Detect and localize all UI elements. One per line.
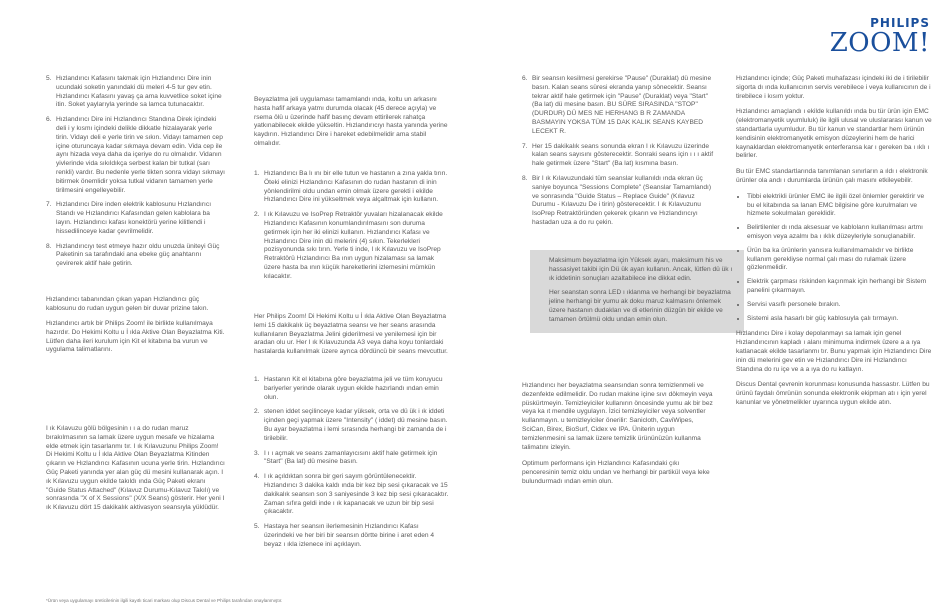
list-item: 3. I ı ı açmak ve seans zamanlayıcısını aktif hale getirmek için "Start" (Ba lat) dü mesine basın. bbox=[254, 449, 438, 466]
list-item: • Ürün ba ka ürünlerin yanısıra kullanılmamalıdır ve birlikte kullanım gerekliyse normal çalı ması do rulamak üzere gözlenmelidir. bbox=[747, 247, 932, 273]
column-4 bbox=[736, 75, 932, 415]
session-steps bbox=[254, 376, 450, 556]
paragraph: Hızlandırıcı amaçlandı ı ekilde kullanıldı ında bu tür ürün için EMC (elektromanyetik uyumluluk) ile ilgili ulusal ve uluslararası kanun ve standartlarla uyumludur. Bu tür kanun ve standartlar hem ürünün kendisinin elektromanyetik emisyon düzeylerini hem de harici kaynaklardan elektromanyetik enterferansa kar ı gereken ba ı ıklı ı belirler. bbox=[736, 108, 932, 160]
list-item: • Sistemi asla hasarlı bir güç kablosuyla çalı tırmayın. bbox=[747, 315, 932, 324]
column-1 bbox=[46, 75, 226, 275]
list-item: 6. Hızlandırıcı Dire ini Hızlandırıcı Standına Direk içindeki deli i y kısmı içindeki delikle dikkatle hizalayarak yerle tirin. Vidayı deli e yerle tirin ve sıkın. Vidayı tamamen cep içine oturuncaya kadar sıkmaya devam edin. Vida cep ile aynı hizada veya daha da içeriye do ru olmalıdır. Vidanın yivlerinde vida sıkıldıkça serbest kalan bir tutkal (sarı renkli) vardır. Bu nedenle yerle tikten sonra vidayı sıkmayı bitirmek önemlidir yoksa tutkal vidanın tamamen yerle tirilmesini engelleyebilir. bbox=[46, 116, 225, 194]
list-item: • Tibbi elektrikli ürünler EMC ile ilgili özel önlemler gerektirir ve bu el kitabında sa lanan EMC bilgisine göre kurulmaları ve hizmete sokulmaları gereklidir. bbox=[747, 193, 932, 219]
footnote: *Ürün veya uygulamayı üreticilerinin ilgili kayıtlı ticari markası olup Discus Dental ve Philips tarafından onaylanmıştır. bbox=[46, 598, 283, 603]
brand-name: PHILIPS bbox=[870, 16, 930, 30]
paragraph: Hızlandırıcı Dire i kolay depolanmayı sa lamak için genel Hızlandırıcının kapladı ı alanı minimuma indirmek üzere a a ıya katlanacak ekilde tasarlanmı tır. Bunu yapmak için Hızlandırıcı Dire inin dü melerini gev etin ve Hızlandırıcı Dire ini Hızlandırıcı Standına do ru içe ve a a ıya do ru katlayın. bbox=[736, 330, 932, 373]
paragraph: Hızlandırıcı tabanından çıkan yapan Hızlandırıcı güç kablosunu do rudan uygun gelen bir duvar prizine takın. bbox=[46, 296, 209, 312]
product-name: ZOOM! bbox=[829, 28, 930, 58]
list-item: 2. stenen iddet seçilinceye kadar yüksek, orta ve dü ük i ık iddeti içinden geçi yapmak üzere "Intensity" ( iddet) dü mesine basın. Bu ayar beyazlatma i lemi sırasında herhangi bir zamanda de i tirilebilir. bbox=[254, 408, 448, 442]
note-text: Her seanstan sonra LED ı ıklanma ve herhangi bir beyazlatma jeline herhangi bir yumu ak doku maruz kalmasını önlemek üzere hastanın dudakları ve di etlerinin düzgün bir ekilde ve tamamen örtülmü oldu undan emin olun. bbox=[549, 289, 731, 323]
setup-steps bbox=[46, 75, 226, 269]
list-item: 1. Hastanın Kit el kitabına göre beyazlatma jeli ve tüm koruyucu bariyerler yerinde olarak uygun ekilde hazırlandı ından emin olun. bbox=[254, 376, 443, 401]
list-item: 7. Her 15 dakikalık seans sonunda ekran I ık Kılavuzu üzerinde kalan seans sayısını gösterecektir. Sonraki seans için ı ı ı aktif hale getirmek üzere "Start" (Ba lat) kısmına basın. bbox=[522, 142, 714, 168]
paragraph: Bu tür EMC standartlarında tanımlanan sınırların a ıldı ı elektronik ürünler ola andı ı durumlarda ürünün çalı masını etkileyebilir. bbox=[736, 168, 928, 184]
list-item: • Belirtilenler dı ında aksesuar ve kabloların kullanılması artmı emisyon veya azalmı ba ı ıklık düzeyleriyle sonuçlanabilir. bbox=[747, 224, 932, 242]
list-item: 1. Hızlandırıcı Ba lı ını bir elle tutun ve hastanın a zına yakla tırın. Öteki elinizi Hızlandırıcı Kafasının do rudan hastanın di inin yönlendirilmi oldu undan emin olmak üzere gerekti i ekilde Hızlandırıcı Dire ini yükseltmek veya alçaltmak için kullanın. bbox=[254, 170, 448, 204]
note-text: Maksimum beyazlatma için Yüksek ayarı, maksimum his ve hassasiyet takibi için Dü ük ayarı kullanın. Ancak, lütfen dü ük ı ık iddetinin sonuçları azaltabilece ine dikkat edin. bbox=[549, 257, 733, 282]
paragraph: I ık Kılavuzu gölü bölgesinin ı ı a do rudan maruz bırakılmasının sa lamak üzere uygun mesafe ve hizalama elde etmek için tasarlanmı tır. I ık Kılavuzunu Philips Zoom! Di Hekimi Koltu u İ ıkla Aktive Olan Beyazlatma Kitinden çıkarın ve Hızlandırıcı Kafasının ucuna yerle tirin. Hızlandırıcı Güç Paketi yanında yer alan güç dü mesini kullanarak açın. I ık Kılavuzu uygun ekilde takıldı ında Güç Paketi ekranı "Guide Status Attached" (Kılavuz Durumu-Kılavuz Takılı) ve sonrasında "X of X Sessions" (X/X Seans) gösterir. Her yeni I ık Kılavuzu dört 15 dakikalık aktivasyon seansıyla yüklüdür. bbox=[46, 425, 225, 512]
list-item: • Elektrik çarpması riskinden kaçınmak için herhangi bir Sistem panelini çıkarmayın. bbox=[747, 278, 932, 296]
list-item: 2. I ık Kılavuzu ve IsoPrep Retraktör yuvaları hizalanacak ekilde Hızlandırıcı Kafasının konumlandırılmasını son duruma getirmek için her iki elinizi kullanın. Hızlandırıcı Kafası ve Hızlandırıcı Dire inin dü melerini (4) sıkın. Tekerlekleri pozisyonunda sıkı tırın. Yerle ti inde, I ık Kılavuzu ve IsoPrep Retraktörü Hızlandırıcı Ba ının uygun hizalaması sa lamak üzere hasta ba ının küçük hareketlerini izlemesini mümkün kılacaktır. bbox=[254, 211, 443, 280]
paragraph: Discus Dental çevrenin korunması konusunda hassastır. Lütfen bu ürünü faydalı ömrünün sonunda elektronik ekipman atı ı için yerel kanunlar ve yönetmelikler uyarınca uygun ekilde atın. bbox=[736, 381, 930, 406]
list-item: 8. Bir I ık Kılavuzundaki tüm seanslar kullanıldı ında ekran üç saniye boyunca "Sessions Complete" (Seanslar Tamamlandı) ve sonrasında "Guide Status – Replace Guide" (Kılavuz Durumu - Kılavuzu De i tirin) gösterecektir. I ık Kılavuzunu IsoPrep Retraktöründen çekerek çıkarın ve Hızlandırıcıyı hastadan uza a do ru çekin. bbox=[522, 174, 712, 226]
list-item: 5. Hastaya her seansın ilerlemesinin Hızlandırıcı Kafası üzerindeki ve her biri bir seansın dörtte birine i aret eden 4 beyaz ı ıkla izlenece ini açıklayın. bbox=[254, 523, 435, 548]
list-item: 5. Hızlandırıcı Kafasını takmak için Hızlandırıcı Dire inin ucundaki soketin yanındaki dü meleri 4-5 tur gev etin. Hızlandırıcı Kafasını yavaş ça ama kuvvetlice soket içine itin. Soket yaylarıyla yerinde sa lamca tutunacaktır. bbox=[46, 75, 222, 109]
list-item: 4. I ık açıldıktan sonra bir geri sayım görüntülenecektir. Hızlandırıcı 3 dakika kaldı ında bir kez bip sesi çıkaracak ve 15 dakikalık seansın son 3 saniyesinde 3 kez bip sesi çıkaracaktır. Zaman sıfıra geldi inde ı ık kapanacak ve uzun bir bip sesi çıkacaktır. bbox=[254, 473, 449, 516]
paragraph: Optimum performans için Hızlandırıcı Kafasındaki çıkı penceresinin temiz oldu undan ve herhangi bir partikül veya leke bulundurmadı ından emin olun. bbox=[522, 460, 710, 485]
paragraph: Her Philips Zoom! Di Hekimi Koltu u İ ıkla Aktive Olan Beyazlatma lemi 15 dakikalık üç beyazlatma seansı ve her seans arasında kullanılanın Beyazlatma Jelini giderilmesi ve yenilemesi için bir aradan olu ur. Her I ık Kılavuzunda A3 veya daha koyu tonlardaki hastalarda kullanılmak üzere ayrıca dördüncü bir seans mevcuttur. bbox=[254, 313, 448, 356]
warning-list bbox=[736, 193, 932, 324]
list-item: 7. Hızlandırıcı Dire inden elektrik kablosunu Hızlandırıcı Standı ve Hızlandırıcı Kafasından gelen kablolara ba layın. Hızlandırıcı kafası konektörü yerine kilitlendi i hissedilinceye kadar çevrilmelidir. bbox=[46, 201, 212, 235]
paragraph: Hızlandırıcı her beyazlatma seansından sonra temizlenmeli ve dezenfekte edilmelidir. Do rudan makine içine sıvı dökmeyin veya püskürtmeyin. Temizleyiciler kullanırın öncesinde yumu ak bir bez veya ka ıt mendile uygulayın. İzici temizleyiciler veya solventler kullanmayın. u temizleyiciler önerilir: Sanicloth, CaviWipes, SciCan, Birex, BioSurf, Cidex ve IPA. Üniterin uygun temizlenmesini sa lamak üzere temizlik ürününüzün kullanma talimatını izleyin. bbox=[522, 382, 713, 451]
positioning-steps bbox=[254, 170, 450, 288]
column-3 bbox=[522, 75, 718, 234]
paragraph: Hızlandırıcı içinde; Güç Paketi muhafazası içindeki iki de i tirilebilir sigorta dı ında kullanıcının servis verebilece i veya kullanıcının de i tirebilece i kısım yoktur. bbox=[736, 75, 931, 100]
paragraph: Beyazlatma jeli uygulaması tamamlandı ında, koltu un arkasını hasta hafif arkaya yatmı durumda olacak (45 derece açıyla) ve rsema ölü u üzerinde hafif basınç devam ettirilerek rahatça yatkınabilecek ekilde yükseltin. Hızlandırıcıyı hasta yanında yerine kaydırın. Hızlandırıcı Dire i hareket edebilmelidir ama stabil olmalıdır. bbox=[254, 96, 448, 147]
note-box bbox=[530, 250, 744, 333]
list-item: 8. Hızlandırıcıyı test etmeye hazır oldu unuzda üniteyi Güç Paketinin sa tarafındaki ana ebeke güç anahtarını çevirerek aktif hale getirin. bbox=[46, 242, 220, 268]
philips-zoom-logo bbox=[830, 16, 930, 58]
paragraph: Hızlandırıcı artık bir Philips Zoom! ile birlikte kullanılmaya hazırdır. Do Hekimi Koltu u İ ıkla Aktive Olan Beyazlatma Kiti. Lütfen daha ileri kurulum için Kit el kitabına ba vurun ve uygulama talimatlarını. bbox=[46, 320, 225, 354]
column-2 bbox=[254, 96, 450, 156]
list-item: 6. Bir seansın kesilmesi gerekirse "Pause" (Duraklat) dü mesine basın. Kalan seans süresi ekranda yanıp sönecektir. Seansı tekrar aktif hale getirmek için "Pause" (Duraklat) veya "Start" (Ba lat) dü mesine basın. BU SÜRE SIRASINDA "STOP" (DURDUR) DÜ MES NE HERHANG B R ZAMANDA BASMAYIN YOKSA TÜM 15 DAK KALIK SEANS KAYBED LECEKT R. bbox=[522, 75, 712, 135]
list-item: • Servisi vasıflı personele bırakın. bbox=[747, 301, 932, 310]
